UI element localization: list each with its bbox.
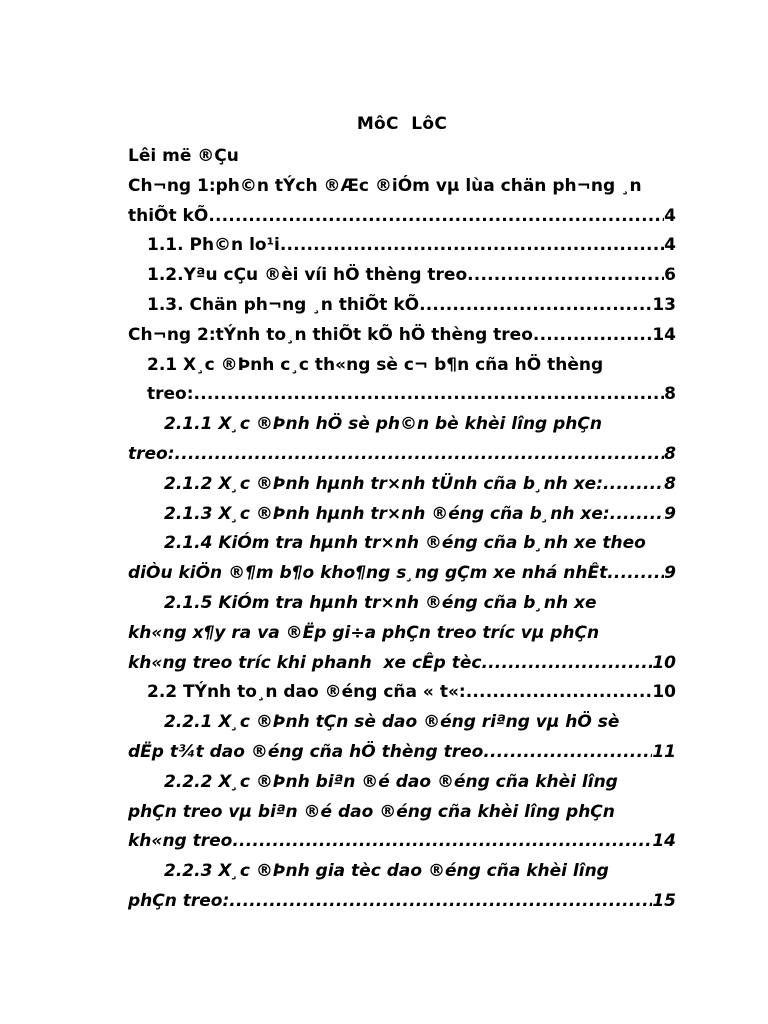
- toc-entry-chapter-1[interactable]: [128, 172, 676, 202]
- toc-entry-text: 2.2 TÝnh to¸n dao ®éng cña « t«:: [147, 682, 466, 703]
- toc-entry-2-1-2[interactable]: [128, 470, 676, 500]
- toc-page-number: 8: [664, 443, 676, 464]
- toc-entry-chapter-2[interactable]: [128, 321, 676, 351]
- toc-entry-1-3[interactable]: [128, 291, 676, 321]
- toc-entry-text: treo:: [128, 443, 175, 464]
- toc-page-number: 9: [664, 563, 676, 584]
- dot-leader: [483, 738, 652, 768]
- toc-entry-2-1-4[interactable]: [128, 529, 676, 559]
- toc-entry-2-2-2-cont2[interactable]: [128, 827, 676, 857]
- toc-entry-text: thiÕt kÕ: [128, 205, 209, 226]
- toc-page-number: 10: [652, 682, 676, 703]
- toc-entry-2-1-4-cont[interactable]: [128, 559, 676, 589]
- toc-entry-text: 2.2.2 X¸c ®Þnh biªn ®é dao ®éng cña khèi lîng: [164, 771, 618, 792]
- toc-entry-2-1-1-cont[interactable]: [128, 440, 676, 470]
- toc-entry-text: 2.1 X¸c ®Þnh c¸c th«ng sè c¬ b¶n cña hÖ thèng: [147, 354, 604, 375]
- toc-entry-text: phÇn treo vµ biªn ®é dao ®éng cña khèi lîng phÇn: [128, 801, 615, 822]
- toc-entry-text: diÒu kiÖn ®¶m b¶o kho¶ng s¸ng gÇm xe nhá nhÊt: [128, 563, 608, 584]
- toc-entry-2-1-5[interactable]: [128, 589, 676, 619]
- toc-entry-text: 1.3. Chän ph¬ng ¸n thiÕt kÕ: [147, 294, 420, 315]
- toc-entry-text: 1.2.Yªu cÇu ®èi víi hÖ thèng treo: [147, 265, 468, 286]
- toc-entry-text: 2.2.1 X¸c ®Þnh tÇn sè dao ®éng riªng vµ hÖ sè: [164, 712, 620, 733]
- dot-leader: [481, 649, 652, 679]
- toc-page-number: 4: [664, 205, 676, 226]
- toc-entry-text: 2.1.2 X¸c ®Þnh hµnh tr×nh tÜnh cña b¸nh xe:: [164, 473, 603, 494]
- toc-entry-2-2-1-cont[interactable]: [128, 738, 676, 768]
- toc-page-number: 10: [652, 652, 676, 673]
- toc-entry-2-2-1[interactable]: [128, 708, 676, 738]
- toc-entry-2-1-5-cont[interactable]: [128, 619, 676, 649]
- toc-entry-2-2-2[interactable]: [128, 768, 676, 798]
- toc-entry-text: Ch¬ng 1:ph©n tÝch ®Æc ®iÓm vµ lùa chän ph¬ng ¸n: [128, 175, 642, 196]
- toc-page-number: 11: [652, 741, 676, 762]
- toc-entry-2-2[interactable]: [128, 678, 676, 708]
- table-of-contents: [128, 142, 676, 917]
- toc-entry-2-2-3[interactable]: [128, 857, 676, 887]
- toc-entry-2-2-2-cont[interactable]: [128, 798, 676, 828]
- toc-page-number: 4: [664, 235, 676, 256]
- dot-leader: [229, 887, 652, 917]
- toc-entry-text: 1.1. Ph©n lo¹i: [147, 235, 280, 256]
- toc-entry-text: kh«ng x¶y ra va ®Ëp gi÷a phÇn treo tríc vµ phÇn: [128, 622, 600, 643]
- dot-leader: [607, 559, 664, 589]
- toc-entry-chapter-1-cont[interactable]: [128, 202, 676, 232]
- dot-leader: [533, 321, 652, 351]
- dot-leader: [603, 470, 664, 500]
- toc-entry-text: 2.1.4 KiÓm tra hµnh tr×nh ®éng cña b¸nh xe theo: [164, 533, 646, 554]
- toc-entry-1-1[interactable]: [128, 231, 676, 261]
- toc-entry-2-1-cont[interactable]: [128, 380, 676, 410]
- dot-leader: [467, 261, 664, 291]
- toc-page-number: 9: [664, 503, 676, 524]
- toc-entry-2-1-3[interactable]: [128, 500, 676, 530]
- toc-entry-2-1-5-cont2[interactable]: [128, 649, 676, 679]
- toc-entry-text: treo:: [147, 384, 194, 405]
- toc-entry-text: kh«ng treo: [128, 831, 233, 852]
- toc-entry-text: phÇn treo:: [128, 890, 230, 911]
- toc-page-number: 8: [664, 384, 676, 405]
- toc-page-number: 13: [652, 294, 676, 315]
- toc-page-number: 8: [664, 473, 676, 494]
- toc-title: MôC LôC: [356, 114, 448, 134]
- toc-entry-text: 2.1.5 KiÓm tra hµnh tr×nh ®éng cña b¸nh xe: [164, 592, 597, 613]
- toc-entry-text: 2.1.1 X¸c ®Þnh hÖ sè ph©n bè khèi lîng phÇn: [164, 414, 602, 435]
- toc-entry-text: Lêi më ®Çu: [128, 146, 239, 166]
- toc-page-number: 6: [664, 265, 676, 286]
- toc-entry-preface[interactable]: [128, 142, 676, 172]
- toc-entry-text: Ch¬ng 2:tÝnh to¸n thiÕt kÕ hÖ thèng treo: [128, 324, 533, 345]
- toc-page-number: 15: [652, 890, 676, 911]
- toc-entry-text: kh«ng treo tríc khi phanh xe cÊp tèc: [128, 652, 482, 673]
- toc-entry-text: 2.1.3 X¸c ®Þnh hµnh tr×nh ®éng cña b¸nh xe:: [164, 503, 610, 524]
- dot-leader: [466, 678, 653, 708]
- dot-leader: [280, 231, 664, 261]
- dot-leader: [610, 500, 665, 530]
- dot-leader: [208, 202, 664, 232]
- toc-entry-1-2[interactable]: [128, 261, 676, 291]
- dot-leader: [232, 827, 652, 857]
- toc-entry-2-2-3-cont[interactable]: [128, 887, 676, 917]
- toc-entry-text: 2.2.3 X¸c ®Þnh gia tèc dao ®éng cña khèi lîng: [164, 861, 609, 882]
- toc-entry-text: dËp t¾t dao ®éng cña hÖ thèng treo: [128, 741, 484, 762]
- dot-leader: [175, 440, 665, 470]
- toc-page-number: 14: [652, 324, 676, 345]
- toc-entry-2-1[interactable]: [128, 351, 676, 381]
- toc-page-number: 14: [652, 831, 676, 852]
- dot-leader: [419, 291, 652, 321]
- toc-entry-2-1-1[interactable]: [128, 410, 676, 440]
- dot-leader: [194, 380, 665, 410]
